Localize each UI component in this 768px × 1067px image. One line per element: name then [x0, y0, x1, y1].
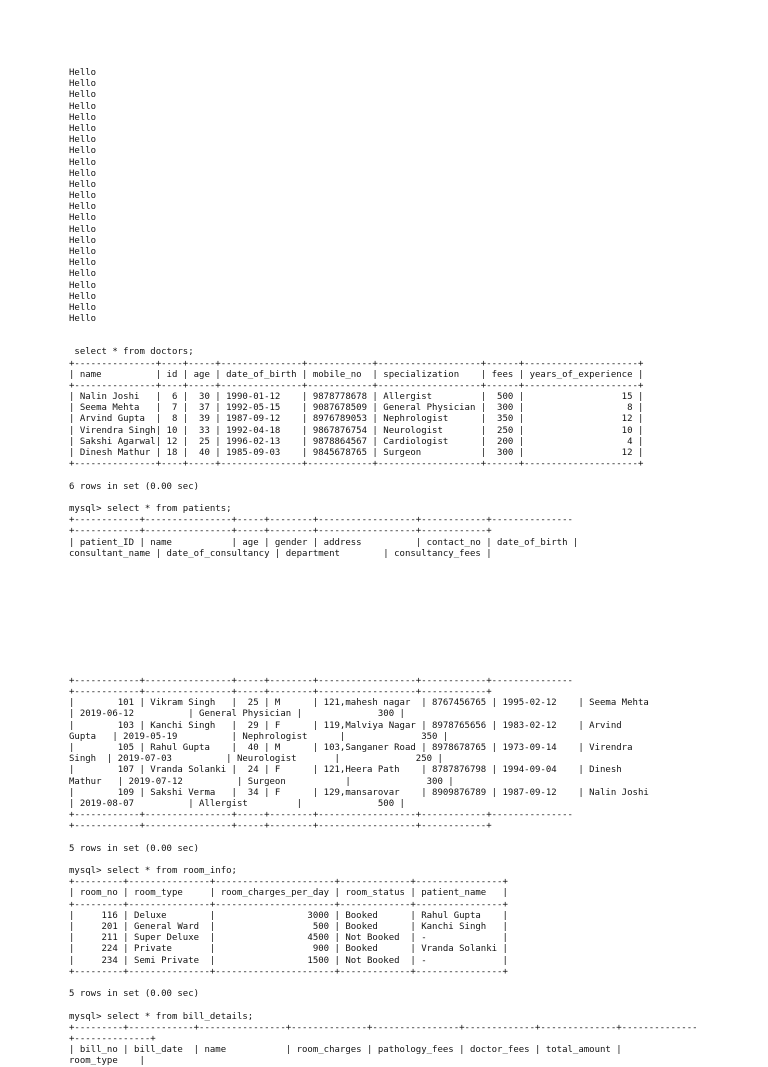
- table-border: +---------+---------------+----------------------+-------------+----------------+: [69, 877, 749, 888]
- table-border: +------------+----------------+-----+--------+------------------+------------+---------------: [69, 810, 749, 821]
- hello-line: Hello: [69, 191, 749, 202]
- result-summary: 5 rows in set (0.00 sec): [69, 844, 749, 855]
- table-row: | 101 | Vikram Singh | 25 | M | 121,mahesh nagar | 8767456765 | 1995-02-12 | Seema Mehta: [69, 698, 749, 709]
- table-row: | Virendra Singh| 10 | 33 | 1992-04-18 | 9867876754 | Neurologist | 250 | 10 |: [69, 426, 749, 437]
- table-border: +---------+------------+----------------+--------------+----------------+-------------+--------------+--------------: [69, 1023, 749, 1034]
- hello-line: Hello: [69, 180, 749, 191]
- table-border: +------------+----------------+-----+--------+------------------+------------+---------------: [69, 515, 749, 526]
- table-row: | 2019-08-07 | Allergist | 500 |: [69, 799, 749, 810]
- table-border: +------------+----------------+-----+--------+------------------+------------+: [69, 821, 749, 832]
- hello-line: Hello: [69, 113, 749, 124]
- table-row: Gupta | 2019-05-19 | Nephrologist | 350 |: [69, 732, 749, 743]
- hello-line: Hello: [69, 135, 749, 146]
- table-row: | 107 | Vranda Solanki | 24 | F | 121,Heera Path | 8787876798 | 1994-09-04 | Dinesh: [69, 765, 749, 776]
- table-row: | Dinesh Mathur | 18 | 40 | 1985-09-03 | 9845678765 | Surgeon | 300 | 12 |: [69, 448, 749, 459]
- hello-line: Hello: [69, 68, 749, 79]
- doctors-query: select * from doctors;: [69, 347, 749, 358]
- hello-line: Hello: [69, 236, 749, 247]
- table-row: | 109 | Sakshi Verma | 34 | F | 129,mansarovar | 8909876789 | 1987-09-12 | Nalin Joshi: [69, 788, 749, 799]
- patients-section: [69, 504, 749, 855]
- hello-line: Hello: [69, 146, 749, 157]
- hello-line: Hello: [69, 314, 749, 325]
- patients-header: | patient_ID | name | age | gender | address | contact_no | date_of_birth |: [69, 538, 749, 549]
- bill-details-header-continued: room_type |: [69, 1056, 749, 1067]
- hello-line: Hello: [69, 102, 749, 113]
- hello-line: Hello: [69, 258, 749, 269]
- hello-line: Hello: [69, 124, 749, 135]
- hello-line: Hello: [69, 281, 749, 292]
- terminal-document: [69, 68, 749, 1067]
- bill-details-query: mysql> select * from bill_details;: [69, 1012, 749, 1023]
- table-row: | 2019-06-12 | General Physician | 300 |: [69, 709, 749, 720]
- hello-line: Hello: [69, 79, 749, 90]
- table-border: +------------+----------------+-----+--------+------------------+------------+---------------: [69, 676, 749, 687]
- table-row: | Seema Mehta | 7 | 37 | 1992-05-15 | 9087678509 | General Physician | 300 | 8 |: [69, 403, 749, 414]
- table-row: | 234 | Semi Private | 1500 | Not Booked | - |: [69, 956, 749, 967]
- hello-line: Hello: [69, 213, 749, 224]
- table-border: +---------------+----+-----+---------------+------------+-------------------+------+---------------------+: [69, 359, 749, 370]
- table-border: +---------------+----+-----+---------------+------------+-------------------+------+---------------------+: [69, 381, 749, 392]
- hello-line: Hello: [69, 269, 749, 280]
- hello-line: Hello: [69, 90, 749, 101]
- table-row: | 211 | Super Deluxe | 4500 | Not Booked | - |: [69, 933, 749, 944]
- patients-header-continued: consultant_name | date_of_consultancy | department | consultancy_fees |: [69, 549, 749, 560]
- table-border: +------------+----------------+-----+--------+------------------+------------+: [69, 526, 749, 537]
- patients-query: mysql> select * from patients;: [69, 504, 749, 515]
- doctors-header: | name | id | age | date_of_birth | mobile_no | specialization | fees | years_of_experience |: [69, 370, 749, 381]
- table-border: +---------+---------------+----------------------+-------------+----------------+: [69, 967, 749, 978]
- table-row: | 103 | Kanchi Singh | 29 | F | 119,Malviya Nagar | 8978765656 | 1983-02-12 | Arvind: [69, 721, 749, 732]
- result-summary: 6 rows in set (0.00 sec): [69, 482, 749, 493]
- table-row: | 201 | General Ward | 500 | Booked | Kanchi Singh |: [69, 922, 749, 933]
- hello-line: Hello: [69, 247, 749, 258]
- room-info-header: | room_no | room_type | room_charges_per_day | room_status | patient_name |: [69, 888, 749, 899]
- table-border: +---------------+----+-----+---------------+------------+-------------------+------+---------------------+: [69, 459, 749, 470]
- hello-line: Hello: [69, 303, 749, 314]
- hello-line: Hello: [69, 292, 749, 303]
- bill-details-header: | bill_no | bill_date | name | room_charges | pathology_fees | doctor_fees | total_amount |: [69, 1045, 749, 1056]
- table-row: | Arvind Gupta | 8 | 39 | 1987-09-12 | 8976789053 | Nephrologist | 350 | 12 |: [69, 414, 749, 425]
- table-row: Mathur | 2019-07-12 | Surgeon | 300 |: [69, 777, 749, 788]
- table-border: +---------+---------------+----------------------+-------------+----------------+: [69, 900, 749, 911]
- bill-details-section: [69, 1012, 749, 1067]
- table-row: | 116 | Deluxe | 3000 | Booked | Rahul Gupta |: [69, 911, 749, 922]
- table-row: | 224 | Private | 900 | Booked | Vranda Solanki |: [69, 944, 749, 955]
- table-border: +------------+----------------+-----+--------+------------------+------------+: [69, 687, 749, 698]
- hello-line: Hello: [69, 202, 749, 213]
- table-row: Singh | 2019-07-03 | Neurologist | 250 |: [69, 754, 749, 765]
- hello-output: [69, 68, 749, 325]
- hello-line: Hello: [69, 169, 749, 180]
- doctors-section: [69, 347, 749, 492]
- hello-line: Hello: [69, 225, 749, 236]
- room-info-section: [69, 866, 749, 1000]
- table-row: | Nalin Joshi | 6 | 30 | 1990-01-12 | 9878778678 | Allergist | 500 | 15 |: [69, 392, 749, 403]
- room-info-query: mysql> select * from room_info;: [69, 866, 749, 877]
- result-summary: 5 rows in set (0.00 sec): [69, 989, 749, 1000]
- table-border: +--------------+: [69, 1034, 749, 1045]
- hello-line: Hello: [69, 158, 749, 169]
- table-row: | 105 | Rahul Gupta | 40 | M | 103,Sanganer Road | 8978678765 | 1973-09-14 | Virendra: [69, 743, 749, 754]
- table-row: | Sakshi Agarwal| 12 | 25 | 1996-02-13 | 9878864567 | Cardiologist | 200 | 4 |: [69, 437, 749, 448]
